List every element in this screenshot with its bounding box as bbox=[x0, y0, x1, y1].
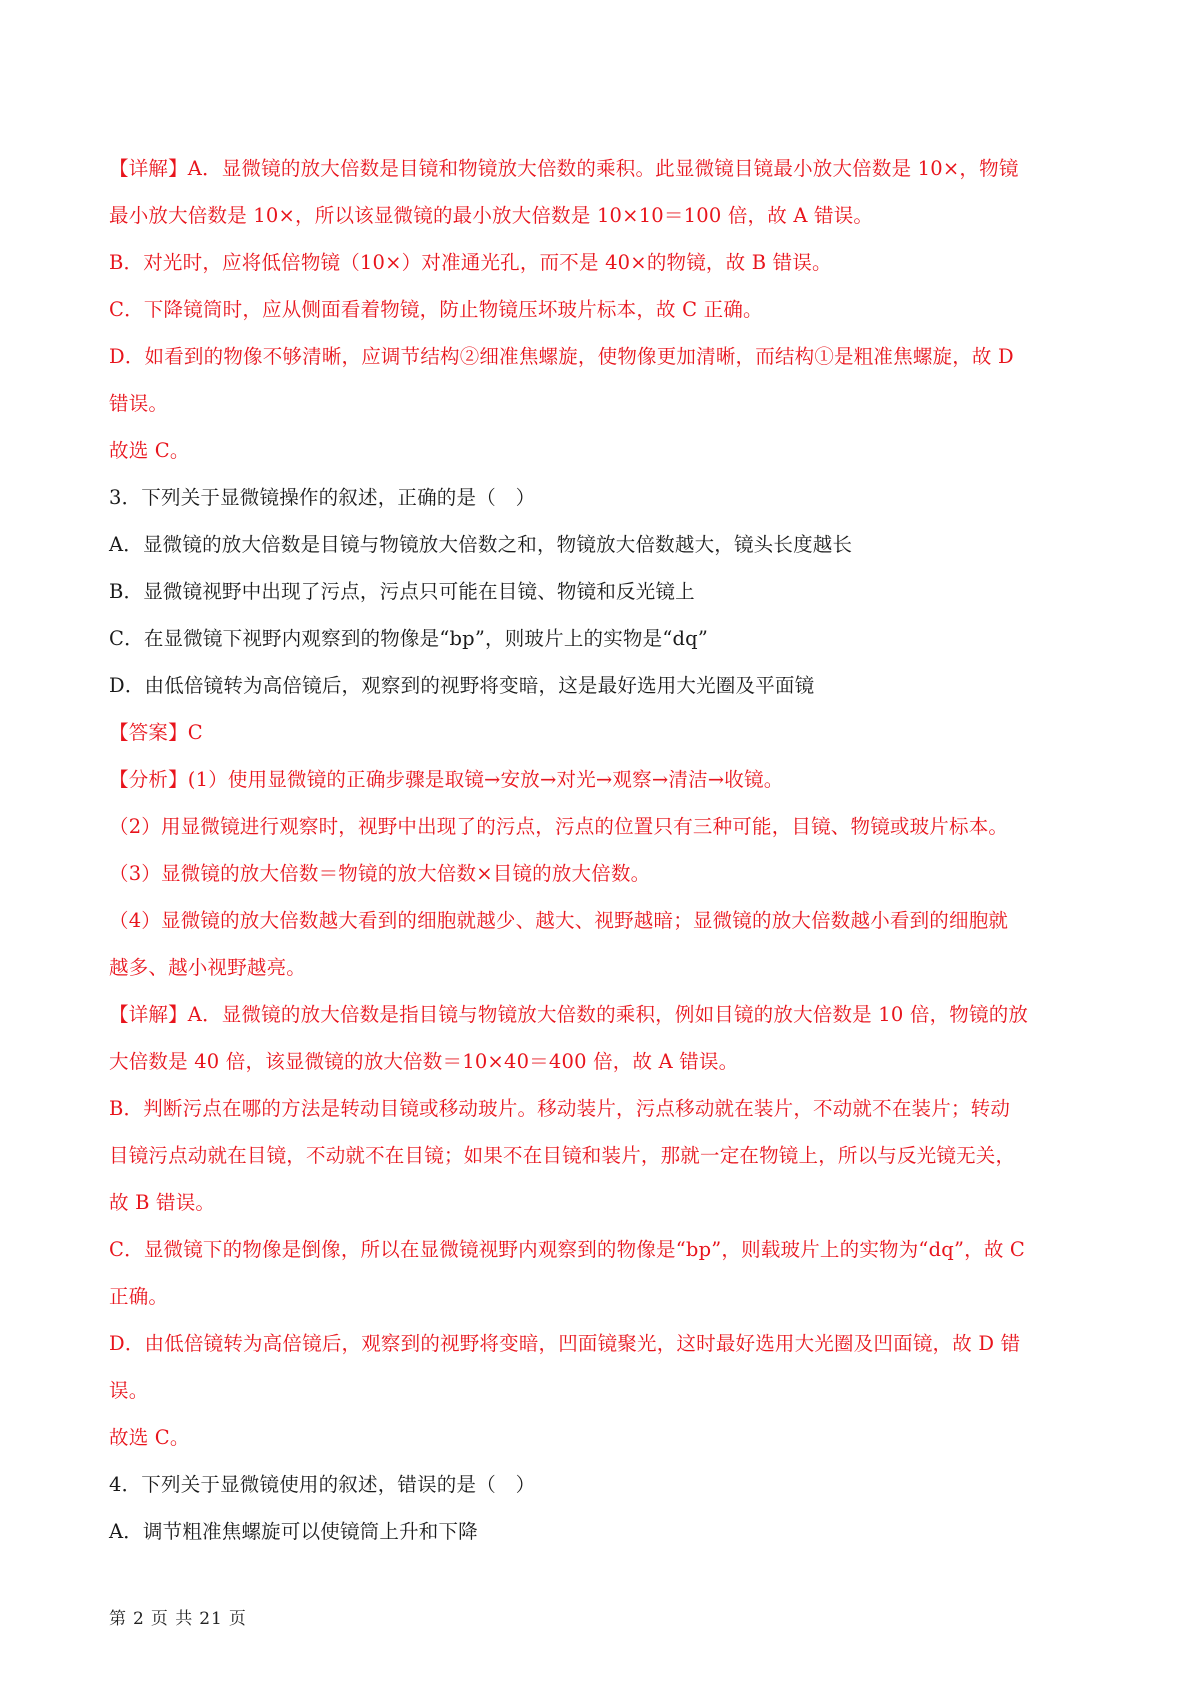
analysis-3-point-4-line-2: 越多、越小视野越亮。 bbox=[109, 956, 307, 979]
conclusion-3: 故选 C。 bbox=[109, 1426, 190, 1449]
question-3-option-b: B．显微镜视野中出现了污点，污点只可能在目镜、物镜和反光镜上 bbox=[109, 580, 695, 603]
question-3-option-c: C．在显微镜下视野内观察到的物像是“bp”，则玻片上的实物是“dq” bbox=[109, 627, 709, 650]
explanation-2-c: C．下降镜筒时，应从侧面看着物镜，防止物镜压坏玻片标本，故 C 正确。 bbox=[109, 298, 763, 321]
explanation-2-d-line-1: D．如看到的物像不够清晰，应调节结构②细准焦螺旋，使物像更加清晰，而结构①是粗准焦螺旋，故 D bbox=[109, 345, 1014, 368]
explanation-3-a-line-2: 大倍数是 40 倍，该显微镜的放大倍数＝10×40＝400 倍，故 A 错误。 bbox=[109, 1050, 739, 1073]
question-3-stem: 3．下列关于显微镜操作的叙述，正确的是（ ） bbox=[109, 486, 536, 509]
analysis-3-point-2: （2）用显微镜进行观察时，视野中出现了的污点，污点的位置只有三种可能，目镜、物镜或玻片标本。 bbox=[109, 815, 1009, 838]
analysis-3-point-3: （3）显微镜的放大倍数＝物镜的放大倍数×目镜的放大倍数。 bbox=[109, 862, 651, 885]
explanation-3-c-line-1: C．显微镜下的物像是倒像，所以在显微镜视野内观察到的物像是“bp”，则载玻片上的实物为“dq”，故 C bbox=[109, 1238, 1026, 1261]
explanation-3-d-line-2: 误。 bbox=[109, 1379, 149, 1402]
question-3-option-a: A．显微镜的放大倍数是目镜与物镜放大倍数之和，物镜放大倍数越大，镜头长度越长 bbox=[109, 533, 853, 556]
conclusion-2: 故选 C。 bbox=[109, 439, 190, 462]
explanation-2-d-line-2: 错误。 bbox=[109, 392, 169, 415]
explanation-2-line-1: 【详解】A．显微镜的放大倍数是目镜和物镜放大倍数的乘积。此显微镜目镜最小放大倍数是 10×，物镜 bbox=[109, 157, 1019, 180]
analysis-3-point-4-line-1: （4）显微镜的放大倍数越大看到的细胞就越少、越大、视野越暗；显微镜的放大倍数越小看到的细胞就 bbox=[109, 909, 1009, 932]
footer-suffix: 页 bbox=[228, 1609, 247, 1629]
footer-page-number: 2 bbox=[133, 1609, 145, 1629]
explanation-2-b: B．对光时，应将低倍物镜（10×）对准通光孔，而不是 40×的物镜，故 B 错误。 bbox=[109, 251, 832, 274]
explanation-3-b-line-1: B．判断污点在哪的方法是转动目镜或移动玻片。移动装片，污点移动就在装片，不动就不在装片；转动 bbox=[109, 1097, 1011, 1120]
question-3-option-d: D．由低倍镜转为高倍镜后，观察到的视野将变暗，这是最好选用大光圈及平面镜 bbox=[109, 674, 815, 697]
explanation-3-a-line-1: 【详解】A．显微镜的放大倍数是指目镜与物镜放大倍数的乘积，例如目镜的放大倍数是 10 倍，物镜的放 bbox=[109, 1003, 1029, 1026]
footer-prefix: 第 bbox=[109, 1609, 127, 1629]
explanation-3-b-line-3: 故 B 错误。 bbox=[109, 1191, 216, 1214]
answer-3: 【答案】C bbox=[109, 721, 203, 744]
question-4-stem: 4．下列关于显微镜使用的叙述，错误的是（ ） bbox=[109, 1473, 536, 1496]
analysis-3-point-1: 【分析】(1）使用显微镜的正确步骤是取镜→安放→对光→观察→清洁→收镜。 bbox=[109, 768, 784, 791]
explanation-3-c-line-2: 正确。 bbox=[109, 1285, 169, 1308]
explanation-2-line-2: 最小放大倍数是 10×，所以该显微镜的最小放大倍数是 10×10＝100 倍，故 A 错误。 bbox=[109, 204, 874, 227]
explanation-3-b-line-2: 目镜污点动就在目镜，不动就不在目镜；如果不在目镜和装片，那就一定在物镜上，所以与反光镜无关， bbox=[109, 1144, 1016, 1167]
footer-total-pages: 21 bbox=[199, 1609, 223, 1629]
footer-mid: 页 共 bbox=[150, 1609, 194, 1629]
question-4-option-a: A．调节粗准焦螺旋可以使镜筒上升和下降 bbox=[109, 1520, 478, 1543]
page-footer bbox=[109, 1604, 253, 1629]
explanation-3-d-line-1: D．由低倍镜转为高倍镜后，观察到的视野将变暗，凹面镜聚光，这时最好选用大光圈及凹面镜，故 D 错 bbox=[109, 1332, 1021, 1355]
